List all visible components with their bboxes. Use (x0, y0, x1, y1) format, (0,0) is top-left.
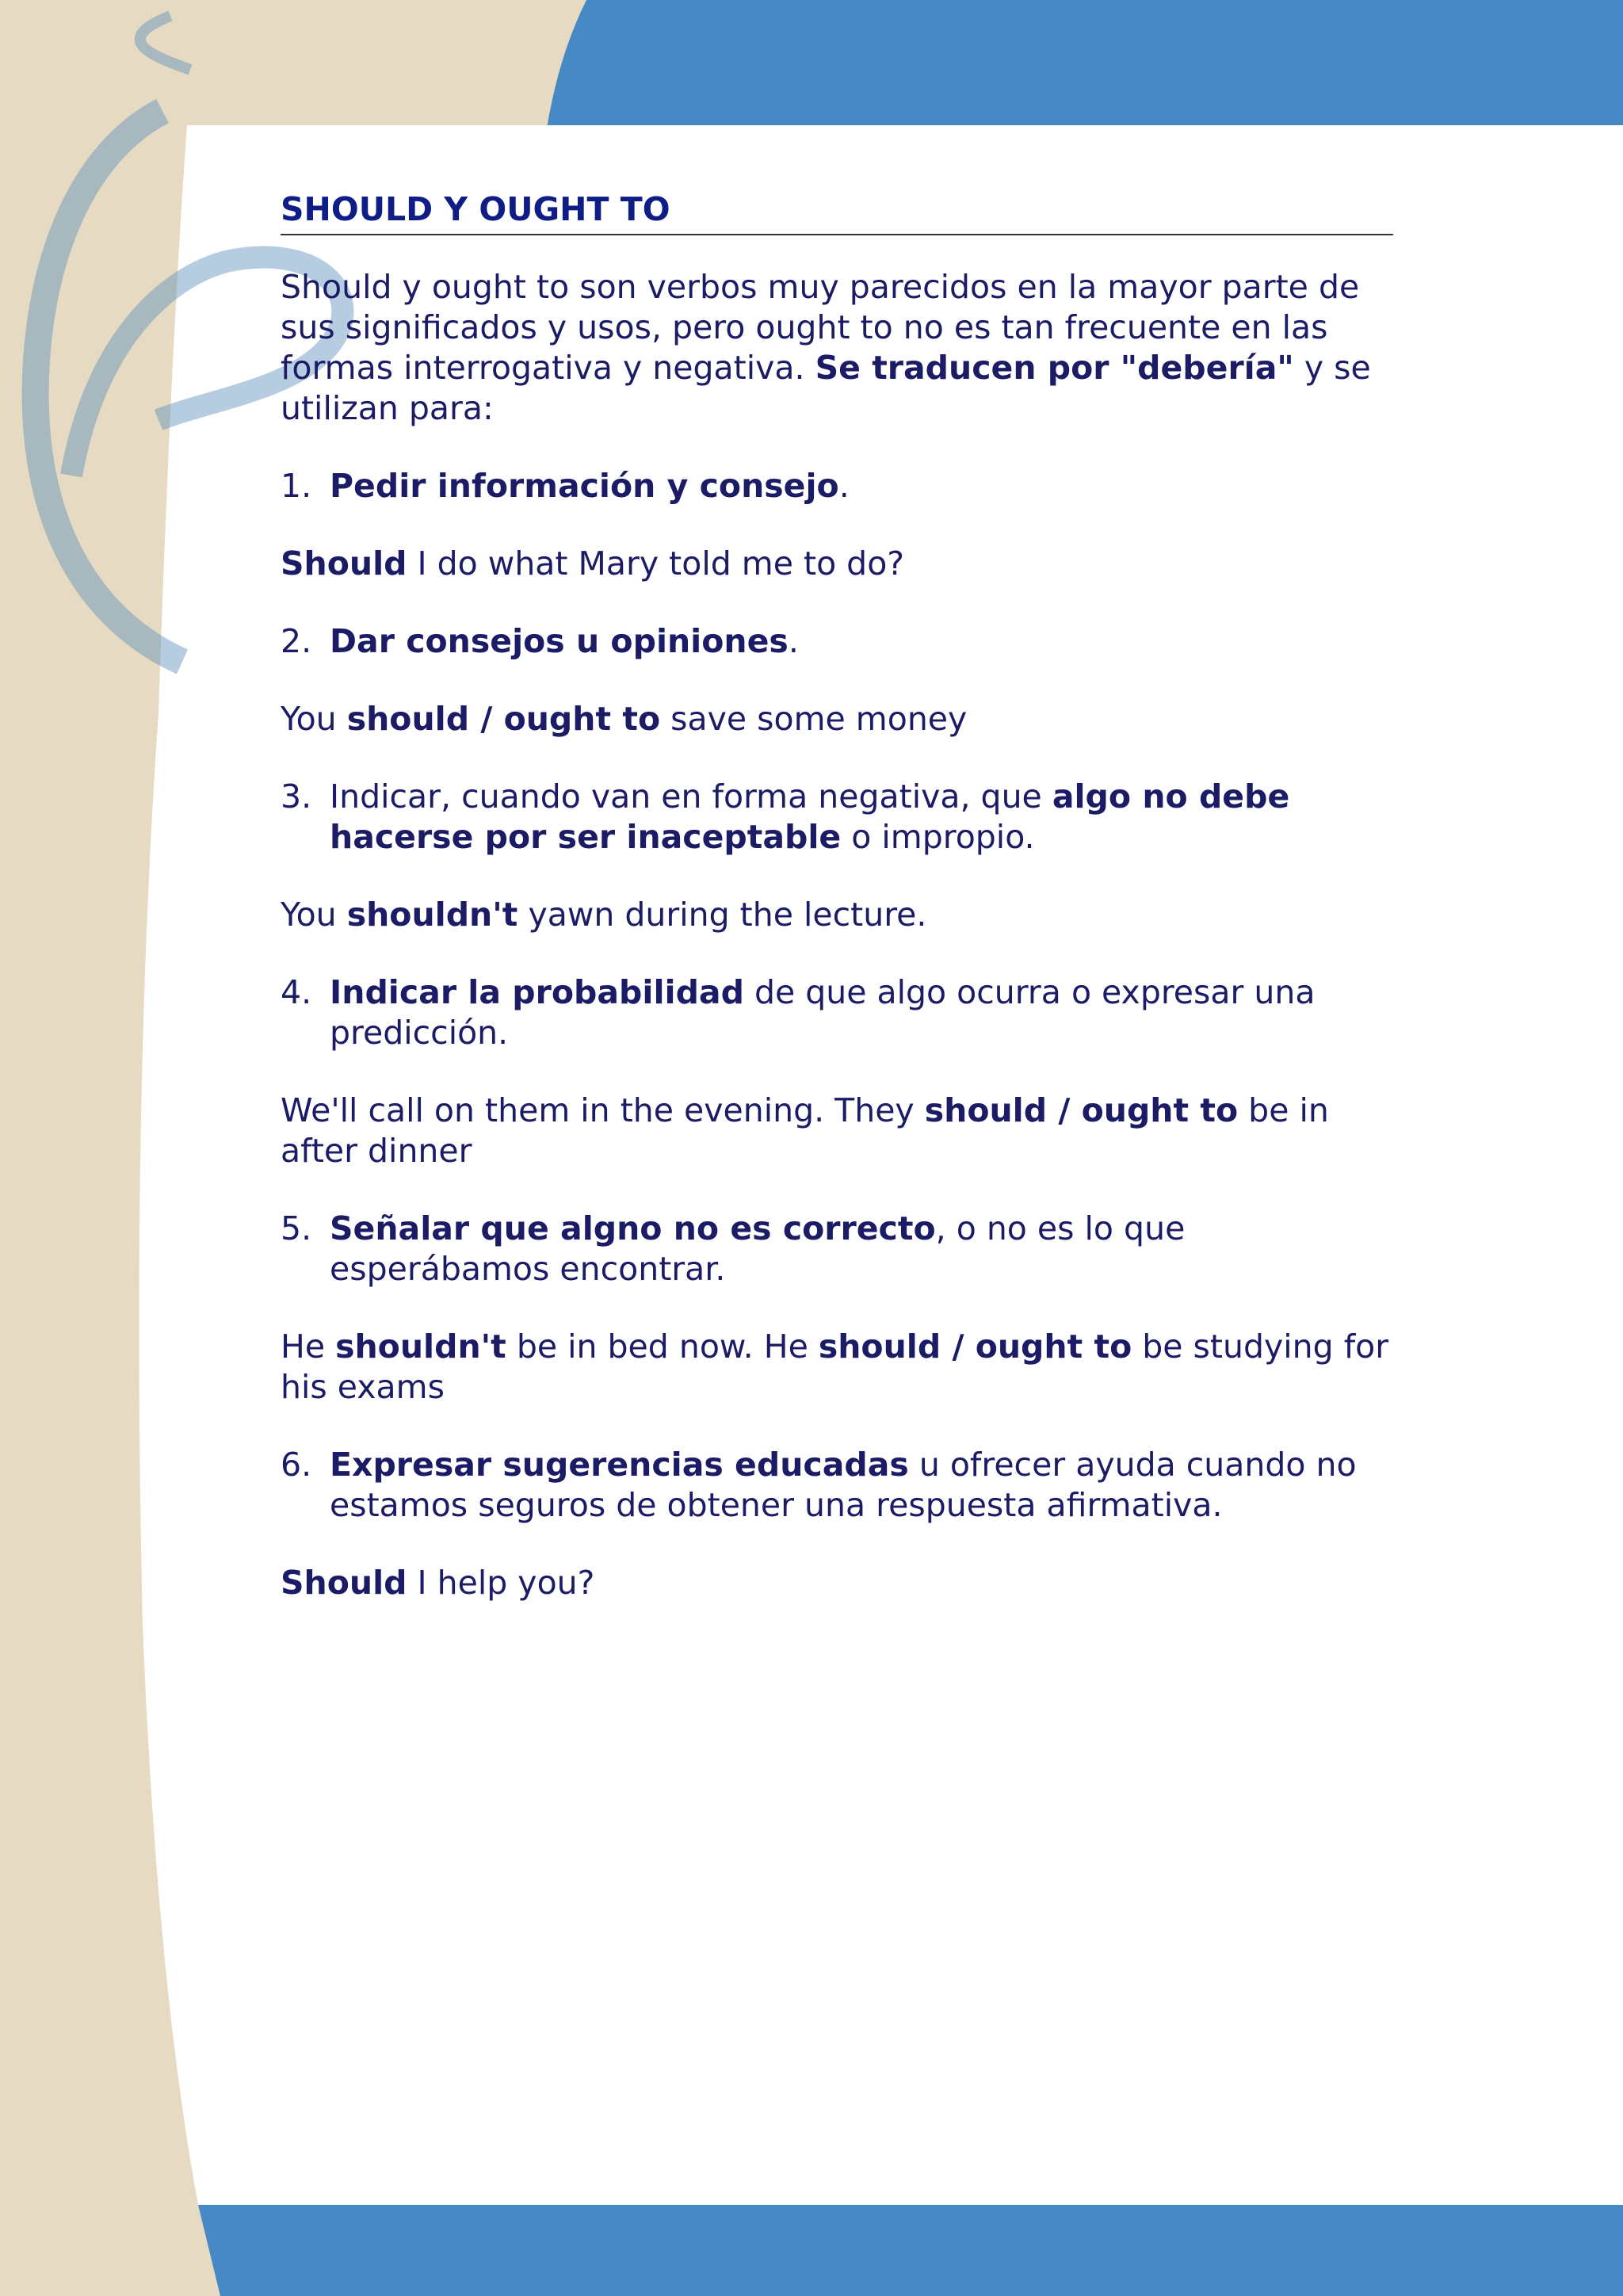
list-item: 1. Pedir información y consejo. (281, 467, 850, 506)
example-sentence: We'll call on them in the evening. They should / ought to be in after dinner (281, 1091, 1329, 1171)
example-sentence: He shouldn't be in bed now. He should / ought to be studying for his exams (281, 1328, 1389, 1407)
top-blue-band (547, 0, 1623, 128)
list-item: 2. Dar consejos u opiniones. (281, 622, 799, 661)
bottom-blue-band (198, 2205, 1623, 2296)
example-sentence: You shouldn't yawn during the lecture. (281, 896, 927, 934)
list-item: 3. Indicar, cuando van en forma negativa, que algo no debe hacerse por ser inaceptable o impropio. (281, 777, 1290, 857)
document-content (281, 190, 1393, 1641)
list-item: 5. Señalar que algno no es correcto, o no es lo que esperábamos encontrar. (281, 1209, 1186, 1289)
example-sentence: Should I help you? (281, 1564, 595, 1603)
example-sentence: Should I do what Mary told me to do? (281, 544, 905, 583)
example-sentence: You should / ought to save some money (281, 700, 968, 739)
list-item: 4. Indicar la probabilidad de que algo ocurra o expresar una predicción. (281, 973, 1316, 1052)
intro-paragraph: Should y ought to son verbos muy parecidos en la mayor parte de sus significados y usos, pero ought to no es tan frecuente en las formas interrogativa y negativa. Se traducen por "debería" y se utilizan para: (281, 268, 1371, 428)
list-item: 6. Expresar sugerencias educadas u ofrecer ayuda cuando no estamos seguros de obtener una respuesta afirmativa. (281, 1446, 1357, 1525)
page-title: SHOULD Y OUGHT TO (281, 190, 1393, 235)
